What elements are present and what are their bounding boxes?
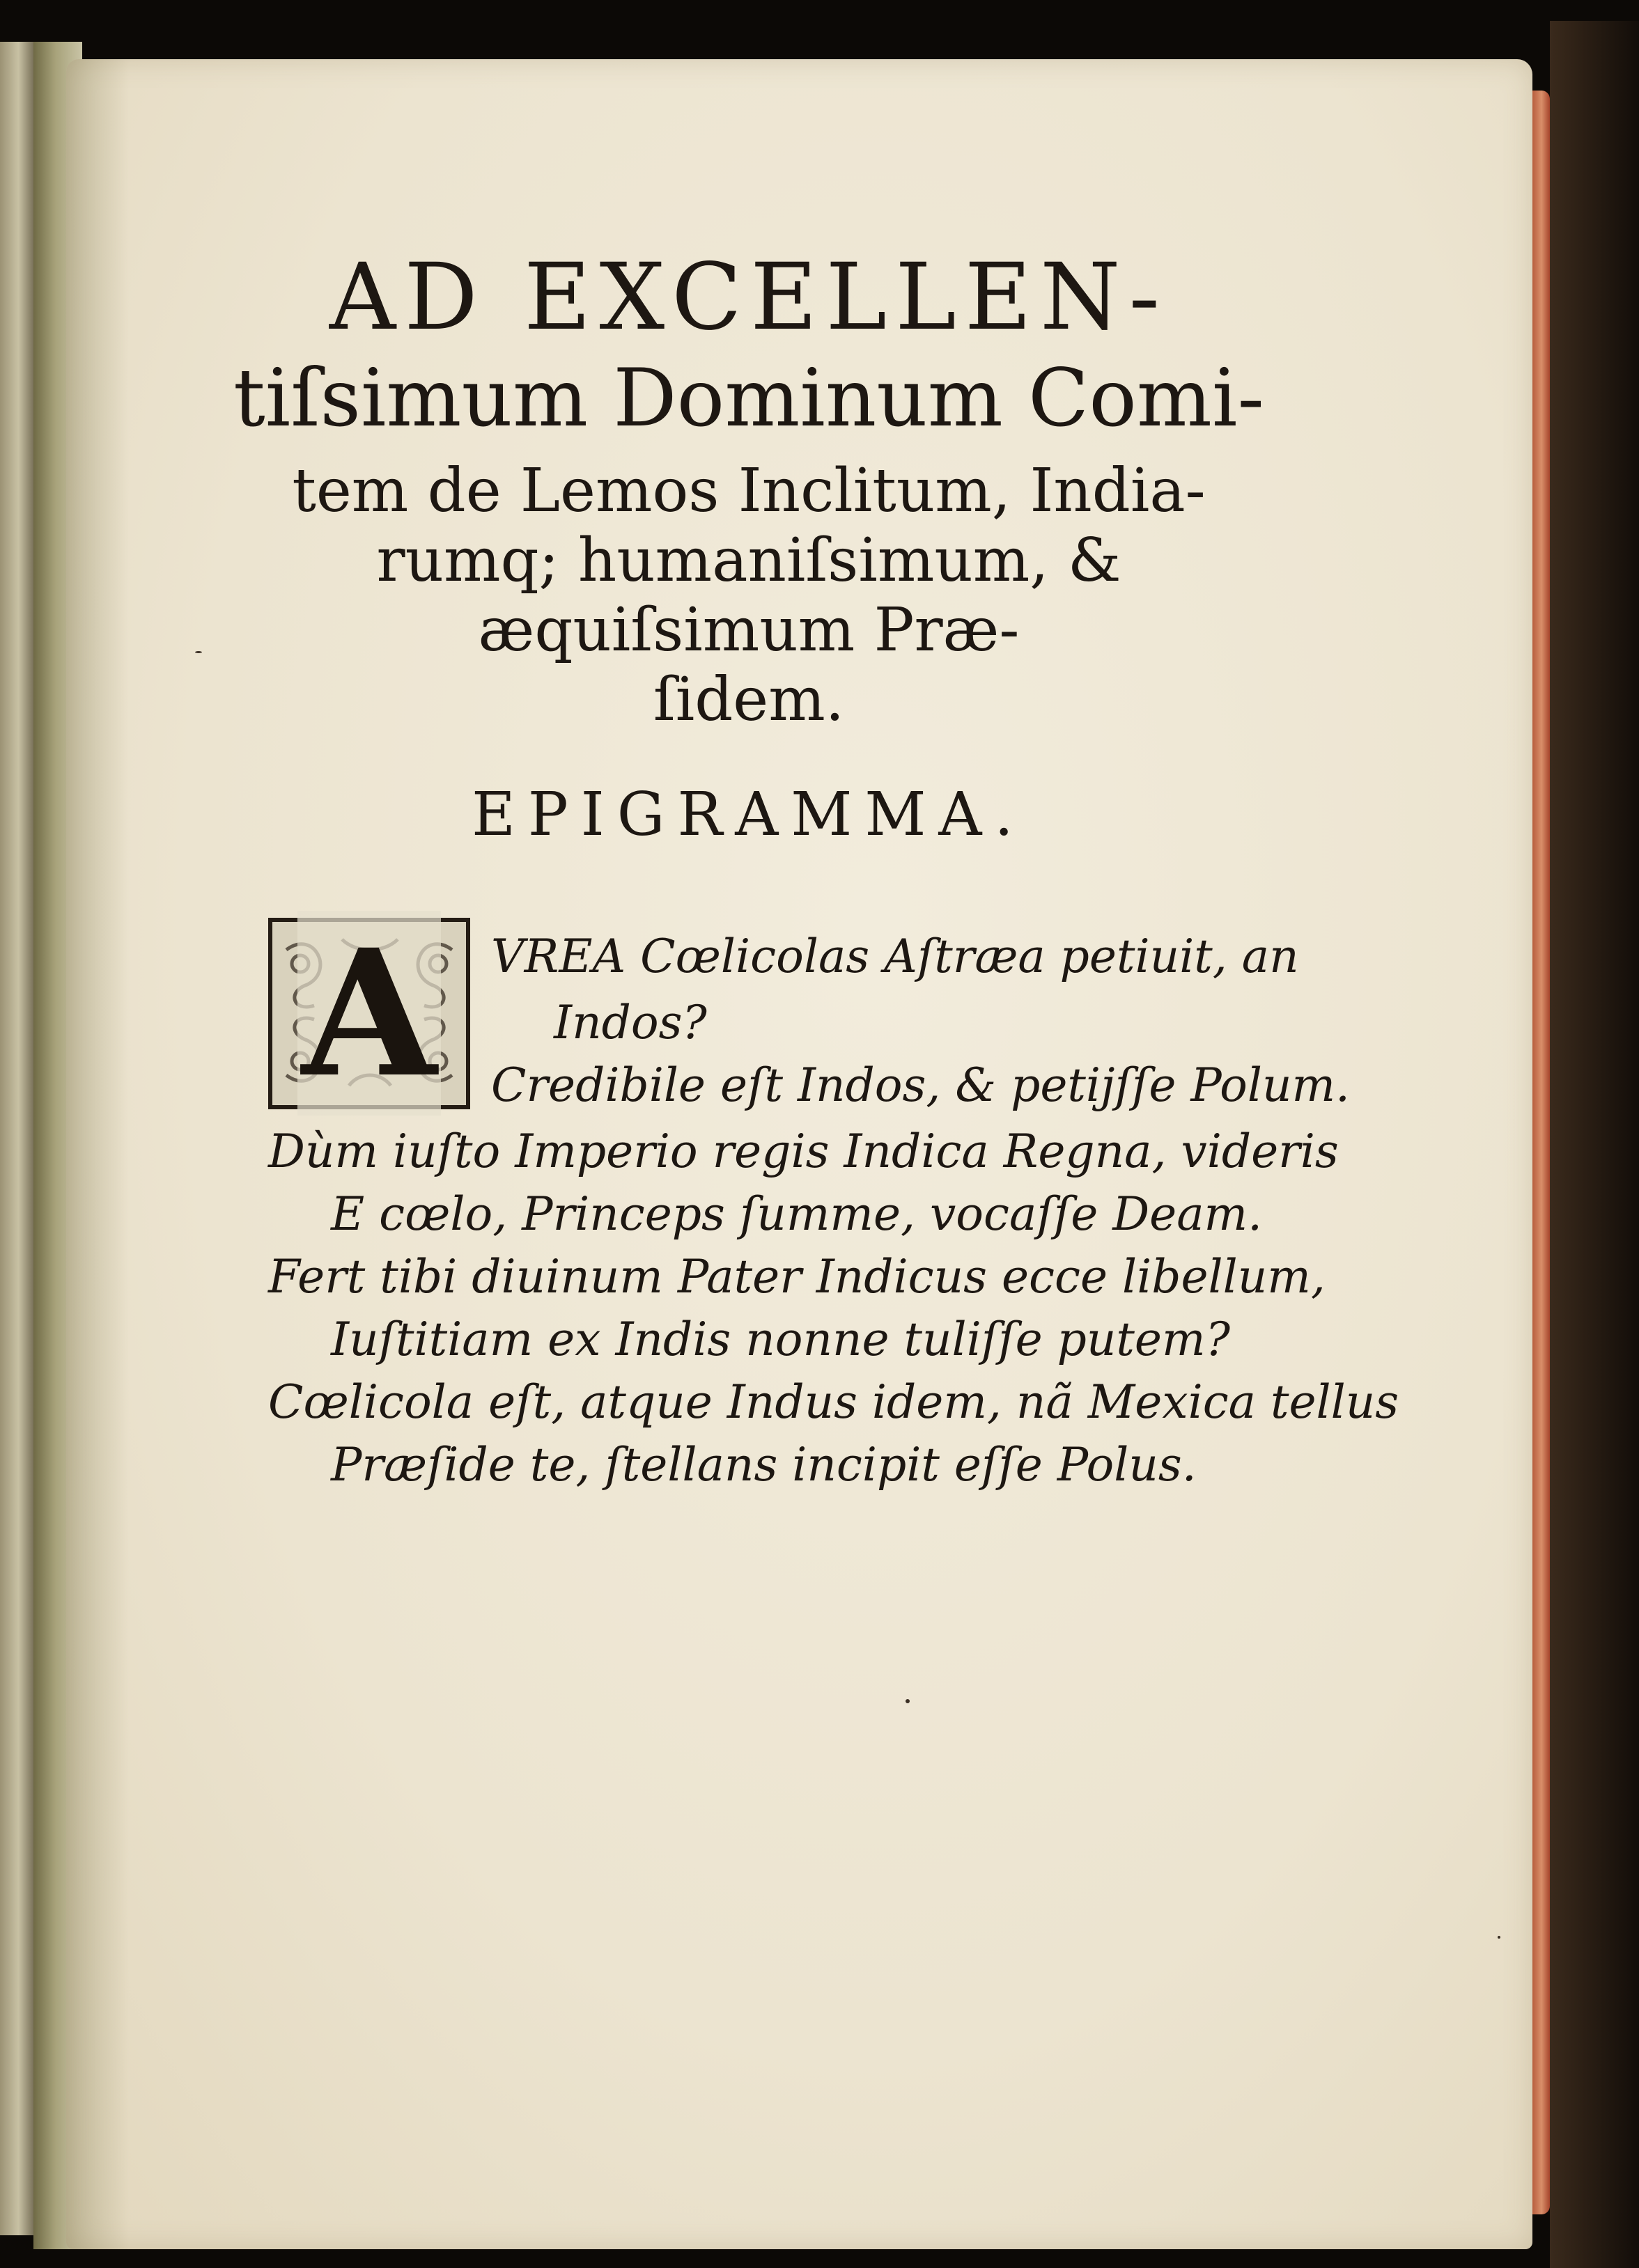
section-heading: EPIGRAMMA. bbox=[472, 780, 1026, 850]
verse-line-4: Dùm iuſto Imperio regis Indica Regna, videris bbox=[268, 1125, 1339, 1178]
verse-line-8: Cœlicola eſt, atque Indus idem, nã Mexica tellus bbox=[268, 1375, 1399, 1429]
title-line-3: tem de Lemos Inclitum, India- bbox=[292, 456, 1206, 526]
book-binding bbox=[1550, 21, 1639, 2268]
woodcut-initial bbox=[268, 911, 470, 1116]
initial-letter: A bbox=[272, 922, 466, 1105]
paper-speck bbox=[1498, 1936, 1500, 1939]
verse-line-7: Iuſtitiam ex Indis nonne tuliſſe putem? bbox=[331, 1313, 1230, 1366]
verse-line-9: Præſide te, ſtellans incipit eſſe Polus. bbox=[331, 1438, 1197, 1492]
title-line-1: AD EXCELLEN- bbox=[329, 244, 1169, 351]
title-line-5: æquiſsimum Præ- bbox=[478, 595, 1020, 665]
verse-line-3: Credibile eſt Indos, & petijſſe Polum. bbox=[491, 1058, 1351, 1112]
title-line-6: ſidem. bbox=[653, 665, 845, 735]
verse-line-1: VREA Cœlicolas Aſtræa petiuit, an bbox=[491, 930, 1299, 983]
paper-speck bbox=[906, 1699, 910, 1703]
facing-page-edge bbox=[0, 42, 33, 2235]
title-line-4: rumq; humaniſsimum, & bbox=[376, 526, 1121, 595]
verse-line-5: E cœlo, Princeps ſumme, vocaſſe Deam. bbox=[331, 1187, 1263, 1241]
title-line-2: tiſsimum Dominum Comi- bbox=[233, 352, 1264, 444]
page-shadow bbox=[66, 59, 129, 2249]
verse-line-6: Fert tibi diuinum Pater Indicus ecce libellum, bbox=[268, 1250, 1326, 1304]
verse-line-2: Indos? bbox=[554, 996, 707, 1049]
paper-speck bbox=[195, 651, 202, 653]
